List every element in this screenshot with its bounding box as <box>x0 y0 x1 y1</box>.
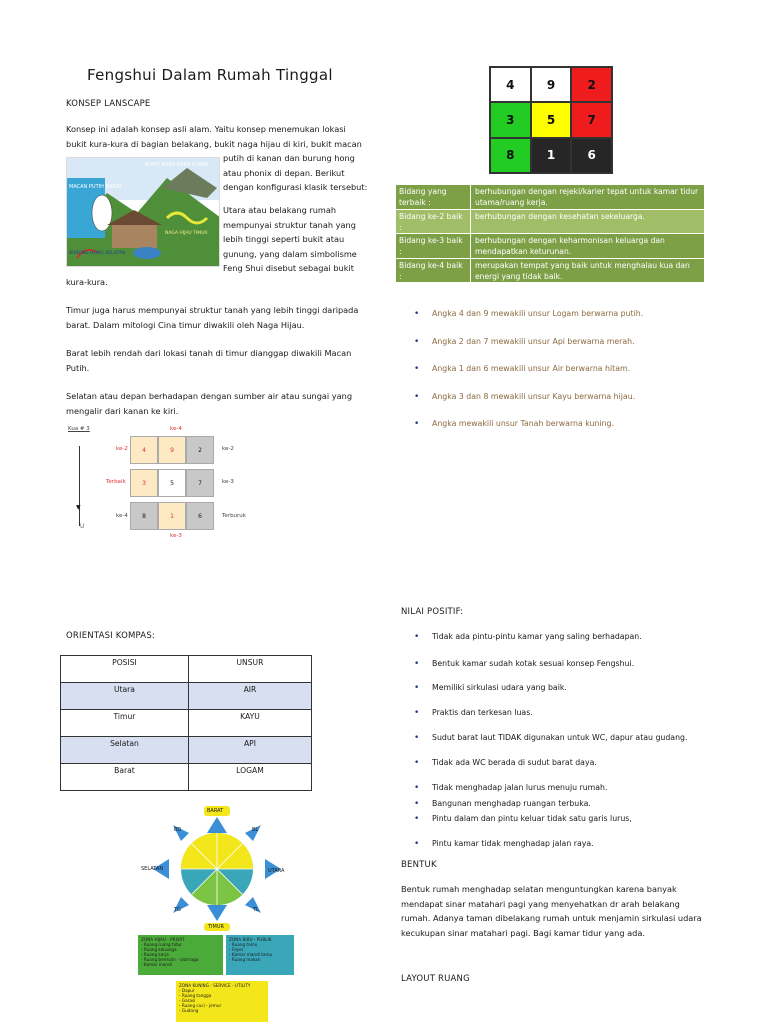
list-item: • Praktis dan terkesan luas. <box>414 707 724 719</box>
illus-label-west: MACAN PUTIH BARAT <box>69 184 122 190</box>
text-line: atau phonix di depan. Berikut <box>223 167 345 178</box>
kua-arrow-head-icon: ▼ <box>76 504 81 511</box>
illus-label-south: BURUNG HONG SELATAN <box>69 251 126 256</box>
kua-cell: 1 <box>158 502 186 530</box>
zone-item: - Ruang tamu <box>229 942 258 947</box>
compass-label-barat: BARAT <box>207 808 224 814</box>
text-line: lebih tinggi seperti bukit atau <box>223 234 345 244</box>
text-line: Putih. <box>66 362 90 373</box>
bidang-label: Bidang ke-4 baik : <box>399 260 463 281</box>
list-item: • Pintu kamar tidak menghadap jalan raya. <box>414 838 724 850</box>
kua-label: Kua # 3 <box>68 426 90 432</box>
text-line: Feng Shui disebut sebagai bukit <box>223 263 354 273</box>
loshu-cell: 8 <box>490 138 531 173</box>
bidang-row <box>396 210 704 235</box>
list-item: • Tidak ada pintu-pintu kamar yang saling berhadapan. <box>414 631 724 643</box>
landscape-illustration <box>66 157 220 267</box>
list-item: • Bangunan menghadap ruangan terbuka. <box>414 798 724 810</box>
compass-label-tl: TL <box>253 907 259 913</box>
loshu-cell: 6 <box>571 138 612 173</box>
list-item: • Bentuk kamar sudah kotak sesuai konsep Fengshui. <box>414 658 724 670</box>
bidang-table <box>396 185 704 283</box>
text-line: Selatan atau depan berhadapan dengan sumber air atau sungai yang <box>66 391 353 401</box>
loshu-cell: 2 <box>571 67 612 102</box>
landscape-image <box>67 158 220 267</box>
kua-bottom-label: ke-3 <box>170 533 182 539</box>
list-item: • Angka mewakili unsur Tanah berwarna kuning. <box>414 418 714 430</box>
text-line: bukit kura-kura di bagian belakang, bukit naga hijau di kiri, bukit macan <box>66 138 362 149</box>
text-line: mendapat sinar matahari pagi yang menyehatkan dr arah belakang <box>401 898 680 909</box>
kua-cell: 6 <box>186 502 214 530</box>
bidang-label: Bidang yang terbaik : <box>399 187 447 207</box>
list-item: • Angka 1 dan 6 mewakili unsur Air berwarna hitam. <box>414 363 714 375</box>
bidang-label: Bidang ke-3 baik : <box>399 236 463 256</box>
table-row <box>61 710 312 737</box>
nilai-heading: NILAI POSITIF: <box>401 607 464 617</box>
table-header-row <box>61 656 312 683</box>
table-header: POSISI <box>61 656 189 683</box>
list-item: • Memiliki sirkulasi udara yang baik. <box>414 682 724 694</box>
konsep-para1 <box>66 122 362 151</box>
orientasi-heading: ORIENTASI KOMPAS: <box>66 631 155 641</box>
konsep-para4 <box>66 346 351 375</box>
loshu-cell: 9 <box>531 67 572 102</box>
kua-right-label-3: Terburuk <box>222 513 246 519</box>
compass-label-selatan: SELATAN <box>141 866 164 872</box>
konsep-para3 <box>66 303 358 332</box>
zone-biru <box>226 935 294 975</box>
compass-label-timur: TIMUR <box>208 924 224 930</box>
kua-cell: 7 <box>186 469 214 497</box>
table-cell: LOGAM <box>188 764 311 791</box>
list-item: • Angka 4 dan 9 mewakili unsur Logam berwarna putih. <box>414 308 714 320</box>
bidang-desc: berhubungan dengan rejeki/karier tepat untuk kamar tidur utama/ruang kerja. <box>470 185 704 209</box>
table-header: UNSUR <box>188 656 311 683</box>
loshu-cell: 7 <box>571 102 612 137</box>
list-item: • Sudut barat laut TIDAK digunakan untuk WC, dapur atau gudang. <box>414 732 724 744</box>
zone-title: ZONA BIRU - PUBLIK <box>229 937 272 942</box>
table-row <box>61 737 312 764</box>
compass-label-utara: UTARA <box>268 868 285 874</box>
text-line: putih di kanan dan burung hong <box>223 153 355 163</box>
bidang-desc: berhubungan dengan kesehatan sekeluarga. <box>470 210 704 234</box>
zone-item: - Ruang kerja <box>141 952 169 957</box>
zone-item: - Gudang <box>179 1008 199 1013</box>
kua-cell: 9 <box>158 436 186 464</box>
text-line: Utara atau belakang rumah <box>223 205 337 215</box>
text-line: mengalir dari kanan ke kiri. <box>66 405 179 416</box>
kua-right-label-1: ke-2 <box>222 446 234 452</box>
table-cell: API <box>188 737 311 764</box>
nilai-list <box>414 631 724 850</box>
text-line: Bentuk rumah menghadap selatan menguntungkan karena banyak <box>401 884 677 894</box>
text-line: rumah. Adanya taman dibelakang rumah untuk menjamin sirkulasi udara <box>401 913 702 923</box>
loshu-cell: 1 <box>531 138 572 173</box>
layout-heading: LAYOUT RUANG <box>401 974 470 984</box>
angka-list <box>414 308 714 446</box>
kua-top-label: ke-4 <box>170 426 182 432</box>
bentuk-heading: BENTUK <box>401 860 437 870</box>
text-line: gunung, yang dalam simbolisme <box>223 248 357 259</box>
zone-title: ZONA KUNING - SERVICE - UTILITY <box>179 983 251 988</box>
zone-item: - Foyer <box>229 947 244 952</box>
bidang-row <box>396 259 704 284</box>
list-item: • Tidak menghadap jalan lurus menuju rumah. <box>414 782 724 794</box>
bidang-desc: berhubungan dengan keharmonisan keluarga dan mendapatkan keturunan. <box>470 234 704 258</box>
kua-cell: 4 <box>130 436 158 464</box>
table-cell: Selatan <box>61 737 189 764</box>
kua-left-label-3: ke-4 <box>116 513 128 519</box>
table-row <box>61 683 312 710</box>
compass-diagram <box>137 803 297 931</box>
text-line: Timur juga harus mempunyai struktur tanah yang lebih tinggi daripada <box>66 305 359 315</box>
zone-hijau <box>138 935 223 975</box>
konsep-para1-side <box>223 151 367 195</box>
illus-label-north: BUKIT KURA-KURA UTARA <box>145 162 209 168</box>
konsep-para2-end: kura-kura. <box>66 277 108 287</box>
zone-item: - Ruang makan <box>229 957 261 962</box>
list-item: • Angka 2 dan 7 mewakili unsur Api berwarna merah. <box>414 336 714 348</box>
bidang-label: Bidang ke-2 baik : <box>399 211 463 232</box>
list-item: • Angka 3 dan 8 mewakili unsur Kayu berwarna hijau. <box>414 391 714 403</box>
illus-label-east: NAGA HIJAU TIMUR <box>165 231 208 236</box>
table-cell: AIR <box>188 683 311 710</box>
zone-item: - Ruang keluarga <box>141 947 177 952</box>
kua-left-label-1: ke-2 <box>116 446 128 452</box>
page-title: Fengshui Dalam Rumah Tinggal <box>87 66 333 84</box>
text-line: dengan konfigurasi klasik tersebut: <box>223 182 368 192</box>
compass-label-bl: BL <box>252 827 259 833</box>
loshu-cell: 4 <box>490 67 531 102</box>
zone-item: - Kamar mandi tamu <box>229 952 273 957</box>
table-row <box>61 764 312 791</box>
text-line: Barat lebih rendah dari lokasi tanah di timur dianggap diwakili Macan <box>66 348 352 358</box>
kua-cell: 2 <box>186 436 214 464</box>
table-cell: Utara <box>61 683 189 710</box>
zone-item: - Kamar mandi <box>141 962 172 967</box>
table-cell: Barat <box>61 764 189 791</box>
konsep-heading: KONSEP LANSCAPE <box>66 99 151 109</box>
table-cell: KAYU <box>188 710 311 737</box>
zone-item: - Dapur <box>179 988 195 993</box>
loshu-grid <box>489 66 613 174</box>
konsep-para2-side <box>223 203 357 276</box>
text-line: barat. Dalam mitologi Cina timur diwakili oleh Naga Hijau. <box>66 319 305 330</box>
kua-left-label-2: Terbaik <box>106 479 126 485</box>
zone-item: - Garasi <box>179 998 196 1003</box>
compass-label-tg: TG <box>174 907 181 913</box>
bidang-desc: merupakan tempat yang baik untuk menghalau kua dan energi yang tidak baik. <box>470 259 704 283</box>
zone-kuning <box>176 981 268 1022</box>
text-line: Konsep ini adalah konsep asli alam. Yaitu konsep menemukan lokasi <box>66 124 346 134</box>
compass-label-bd: BD <box>174 827 182 833</box>
table-cell: Timur <box>61 710 189 737</box>
orientasi-table <box>60 655 312 791</box>
kua-cell: 5 <box>158 469 186 497</box>
zone-item: - Ruang cuci - jemur <box>179 1003 222 1008</box>
bidang-row <box>396 185 704 210</box>
text-line: mempunyai struktur tanah yang <box>223 219 356 230</box>
kua-cell: 3 <box>130 469 158 497</box>
kua-side-letter: U <box>80 523 85 530</box>
kua-arrow-line <box>79 446 80 526</box>
bentuk-paragraph <box>401 882 702 940</box>
text-line: kecukupan sinar matahari pagi. Bagi kamar tidur yang ada. <box>401 927 645 938</box>
konsep-para5 <box>66 389 352 418</box>
zone-item: - Ruang tangga <box>179 993 212 998</box>
kua-right-label-2: ke-3 <box>222 479 234 485</box>
zone-item: - Ruang ruang tidur <box>141 942 182 947</box>
loshu-cell: 3 <box>490 102 531 137</box>
list-item: • Tidak ada WC berada di sudut barat daya. <box>414 757 724 769</box>
kua-grid-diagram <box>66 424 256 544</box>
bidang-row <box>396 234 704 259</box>
loshu-cell: 5 <box>531 102 572 137</box>
kua-cell: 8 <box>130 502 158 530</box>
zone-title: ZONA HIJAU - PRIVAT <box>141 937 185 942</box>
list-item: • Pintu dalam dan pintu keluar tidak satu garis lurus, <box>414 813 724 825</box>
zone-item: - Ruang bermain - olahraga <box>141 957 199 962</box>
